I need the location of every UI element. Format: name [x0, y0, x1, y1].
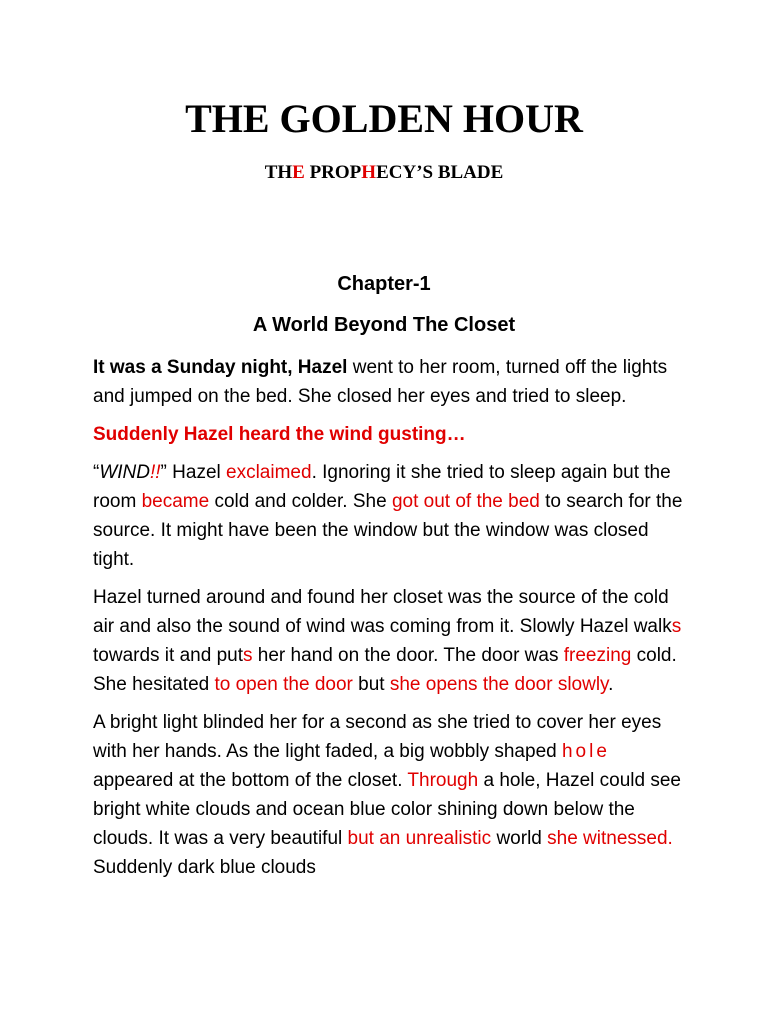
text-run: .: [608, 674, 614, 695]
text-run: a hole, Hazel could see bright white clouds and ocean blue color shining down below the clouds. It was a very beautiful: [93, 770, 681, 849]
paragraph-5: [93, 708, 683, 882]
text-run: Hazel turned around and found her closet was the source of the cold air and also the sound of wind was coming from it. Slowly Hazel walk: [93, 587, 672, 637]
chapter-heading: Chapter-1: [337, 273, 431, 295]
red-run: to open the door: [214, 674, 353, 695]
subtitle-part-red: E: [292, 162, 305, 183]
text-run: went to her room, turned off the lights and jumped on the bed. She closed her eyes and tried to sleep.: [93, 357, 668, 407]
red-run: became: [141, 491, 210, 512]
bold-lead: It was a Sunday night, Hazel: [93, 357, 348, 378]
red-spaced-word: hole: [561, 741, 610, 762]
subtitle-part-red: H: [361, 162, 377, 183]
text-run: appeared at the bottom of the closet.: [93, 770, 408, 791]
italic-red-marks: !!: [149, 462, 161, 483]
highlighted-line: Suddenly Hazel heard the wind gusting…: [93, 424, 466, 445]
text-run: A bright light blinded her for a second as she tried to cover her eyes with her hands. As the light faded, a big wobbly shaped: [93, 712, 662, 762]
red-run: s: [242, 645, 253, 666]
paragraph-4: [93, 583, 683, 699]
subtitle-part: ECY’S BLADE: [376, 162, 504, 183]
text-run: cold and colder. She: [209, 491, 392, 512]
red-run: got out of the bed: [391, 491, 540, 512]
italic-word: WIND: [99, 462, 150, 483]
book-subtitle: [0, 162, 768, 184]
book-title: THE GOLDEN HOUR: [185, 96, 583, 141]
paragraph-3: [93, 458, 683, 574]
red-run: exclaimed: [226, 462, 312, 483]
subtitle-part: PROP: [304, 162, 362, 183]
text-run: but: [352, 674, 390, 695]
text-run: world: [491, 828, 548, 849]
text-run: Hazel: [166, 462, 227, 483]
red-run: she witnessed.: [547, 828, 673, 849]
paragraph-1: [93, 353, 683, 411]
text-run: “: [93, 462, 100, 483]
red-run: s: [671, 616, 682, 637]
text-run: cold. She hesitated: [93, 645, 677, 695]
red-run: freezing: [563, 645, 632, 666]
text-run: her hand on the door. The door was: [252, 645, 564, 666]
paragraph-2: [93, 420, 683, 449]
chapter-body: [93, 353, 683, 891]
text-run: Suddenly dark blue clouds: [93, 857, 316, 878]
red-run: but an unrealistic: [347, 828, 492, 849]
text-run: ”: [160, 462, 167, 483]
red-run: she opens the door slowly: [389, 674, 609, 695]
subtitle-part: TH: [264, 162, 293, 183]
red-run: Through: [407, 770, 479, 791]
chapter-title: A World Beyond The Closet: [252, 314, 516, 336]
text-run: . Ignoring it she tried to sleep again but the room: [93, 462, 671, 512]
text-run: towards it and put: [93, 645, 243, 666]
text-run: to search for the source. It might have been the window but the window was closed tight.: [93, 491, 683, 570]
